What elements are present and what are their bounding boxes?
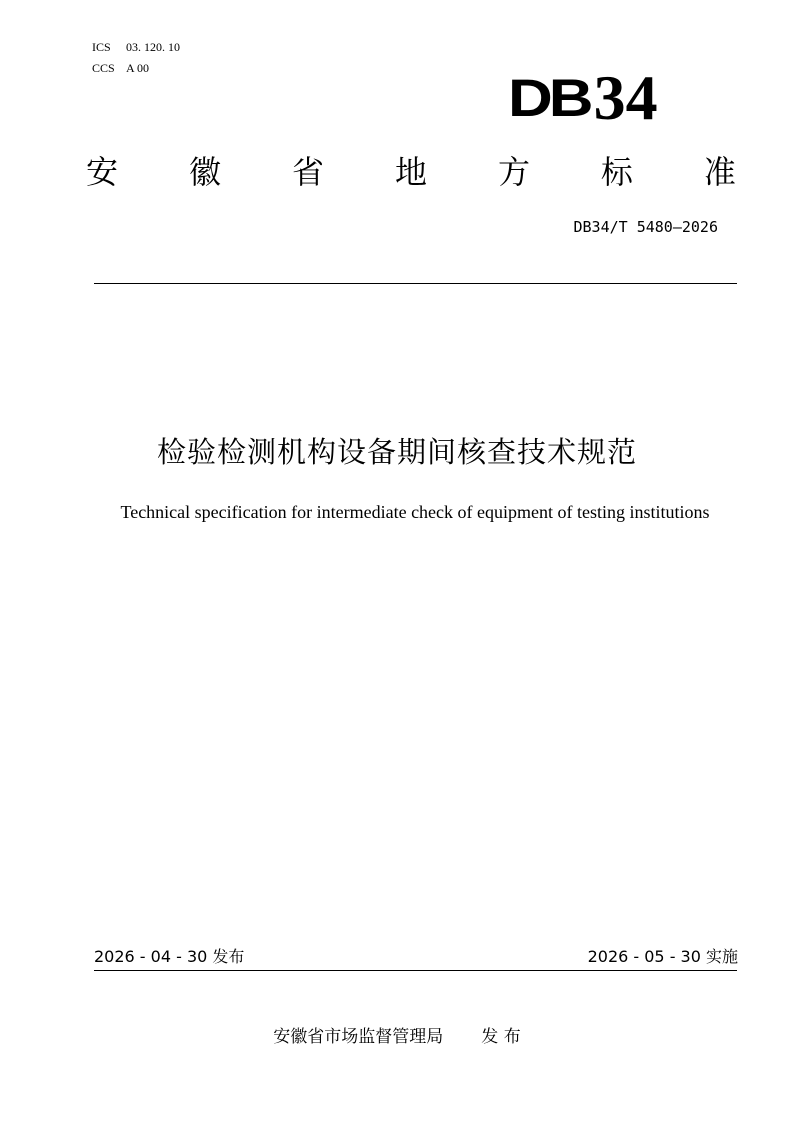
standard-type-char: 徽 <box>188 153 221 191</box>
document-title-chinese: 检验检测机构设备期间核查技术规范 <box>156 435 637 469</box>
logo-number: 34 <box>593 62 658 133</box>
bottom-divider <box>94 970 737 971</box>
release-date: 2026 - 04 - 30 发布 <box>94 947 245 966</box>
ccs-label: CCS <box>92 61 115 75</box>
issuer-action: 发 布 <box>481 1027 521 1047</box>
issuer-line <box>0 1024 794 1050</box>
ccs-line <box>92 61 149 75</box>
standard-type-char: 安 <box>86 153 119 191</box>
issuer-name: 安徽省市场监督管理局 <box>273 1027 444 1047</box>
ics-label: ICS <box>92 40 111 54</box>
standard-type-title <box>86 150 736 194</box>
ics-line <box>92 40 180 54</box>
implementation-date: 2026 - 05 - 30 实施 <box>587 947 738 966</box>
top-divider <box>94 283 737 284</box>
ccs-code: A 00 <box>126 61 150 75</box>
standard-type-char: 地 <box>394 153 427 191</box>
ics-code: 03. 120. 10 <box>126 40 180 54</box>
standard-type-char: 方 <box>497 153 530 191</box>
logo-letters: DB <box>508 69 590 128</box>
document-title-english: Technical specification for intermediate check of equipment of testing institutions <box>120 502 710 522</box>
standard-type-char: 准 <box>703 153 736 191</box>
standard-number: DB34/T 5480—2026 <box>573 218 718 236</box>
standard-type-char: 标 <box>600 153 633 191</box>
db34-logo <box>508 64 658 132</box>
standard-type-char: 省 <box>291 153 324 191</box>
